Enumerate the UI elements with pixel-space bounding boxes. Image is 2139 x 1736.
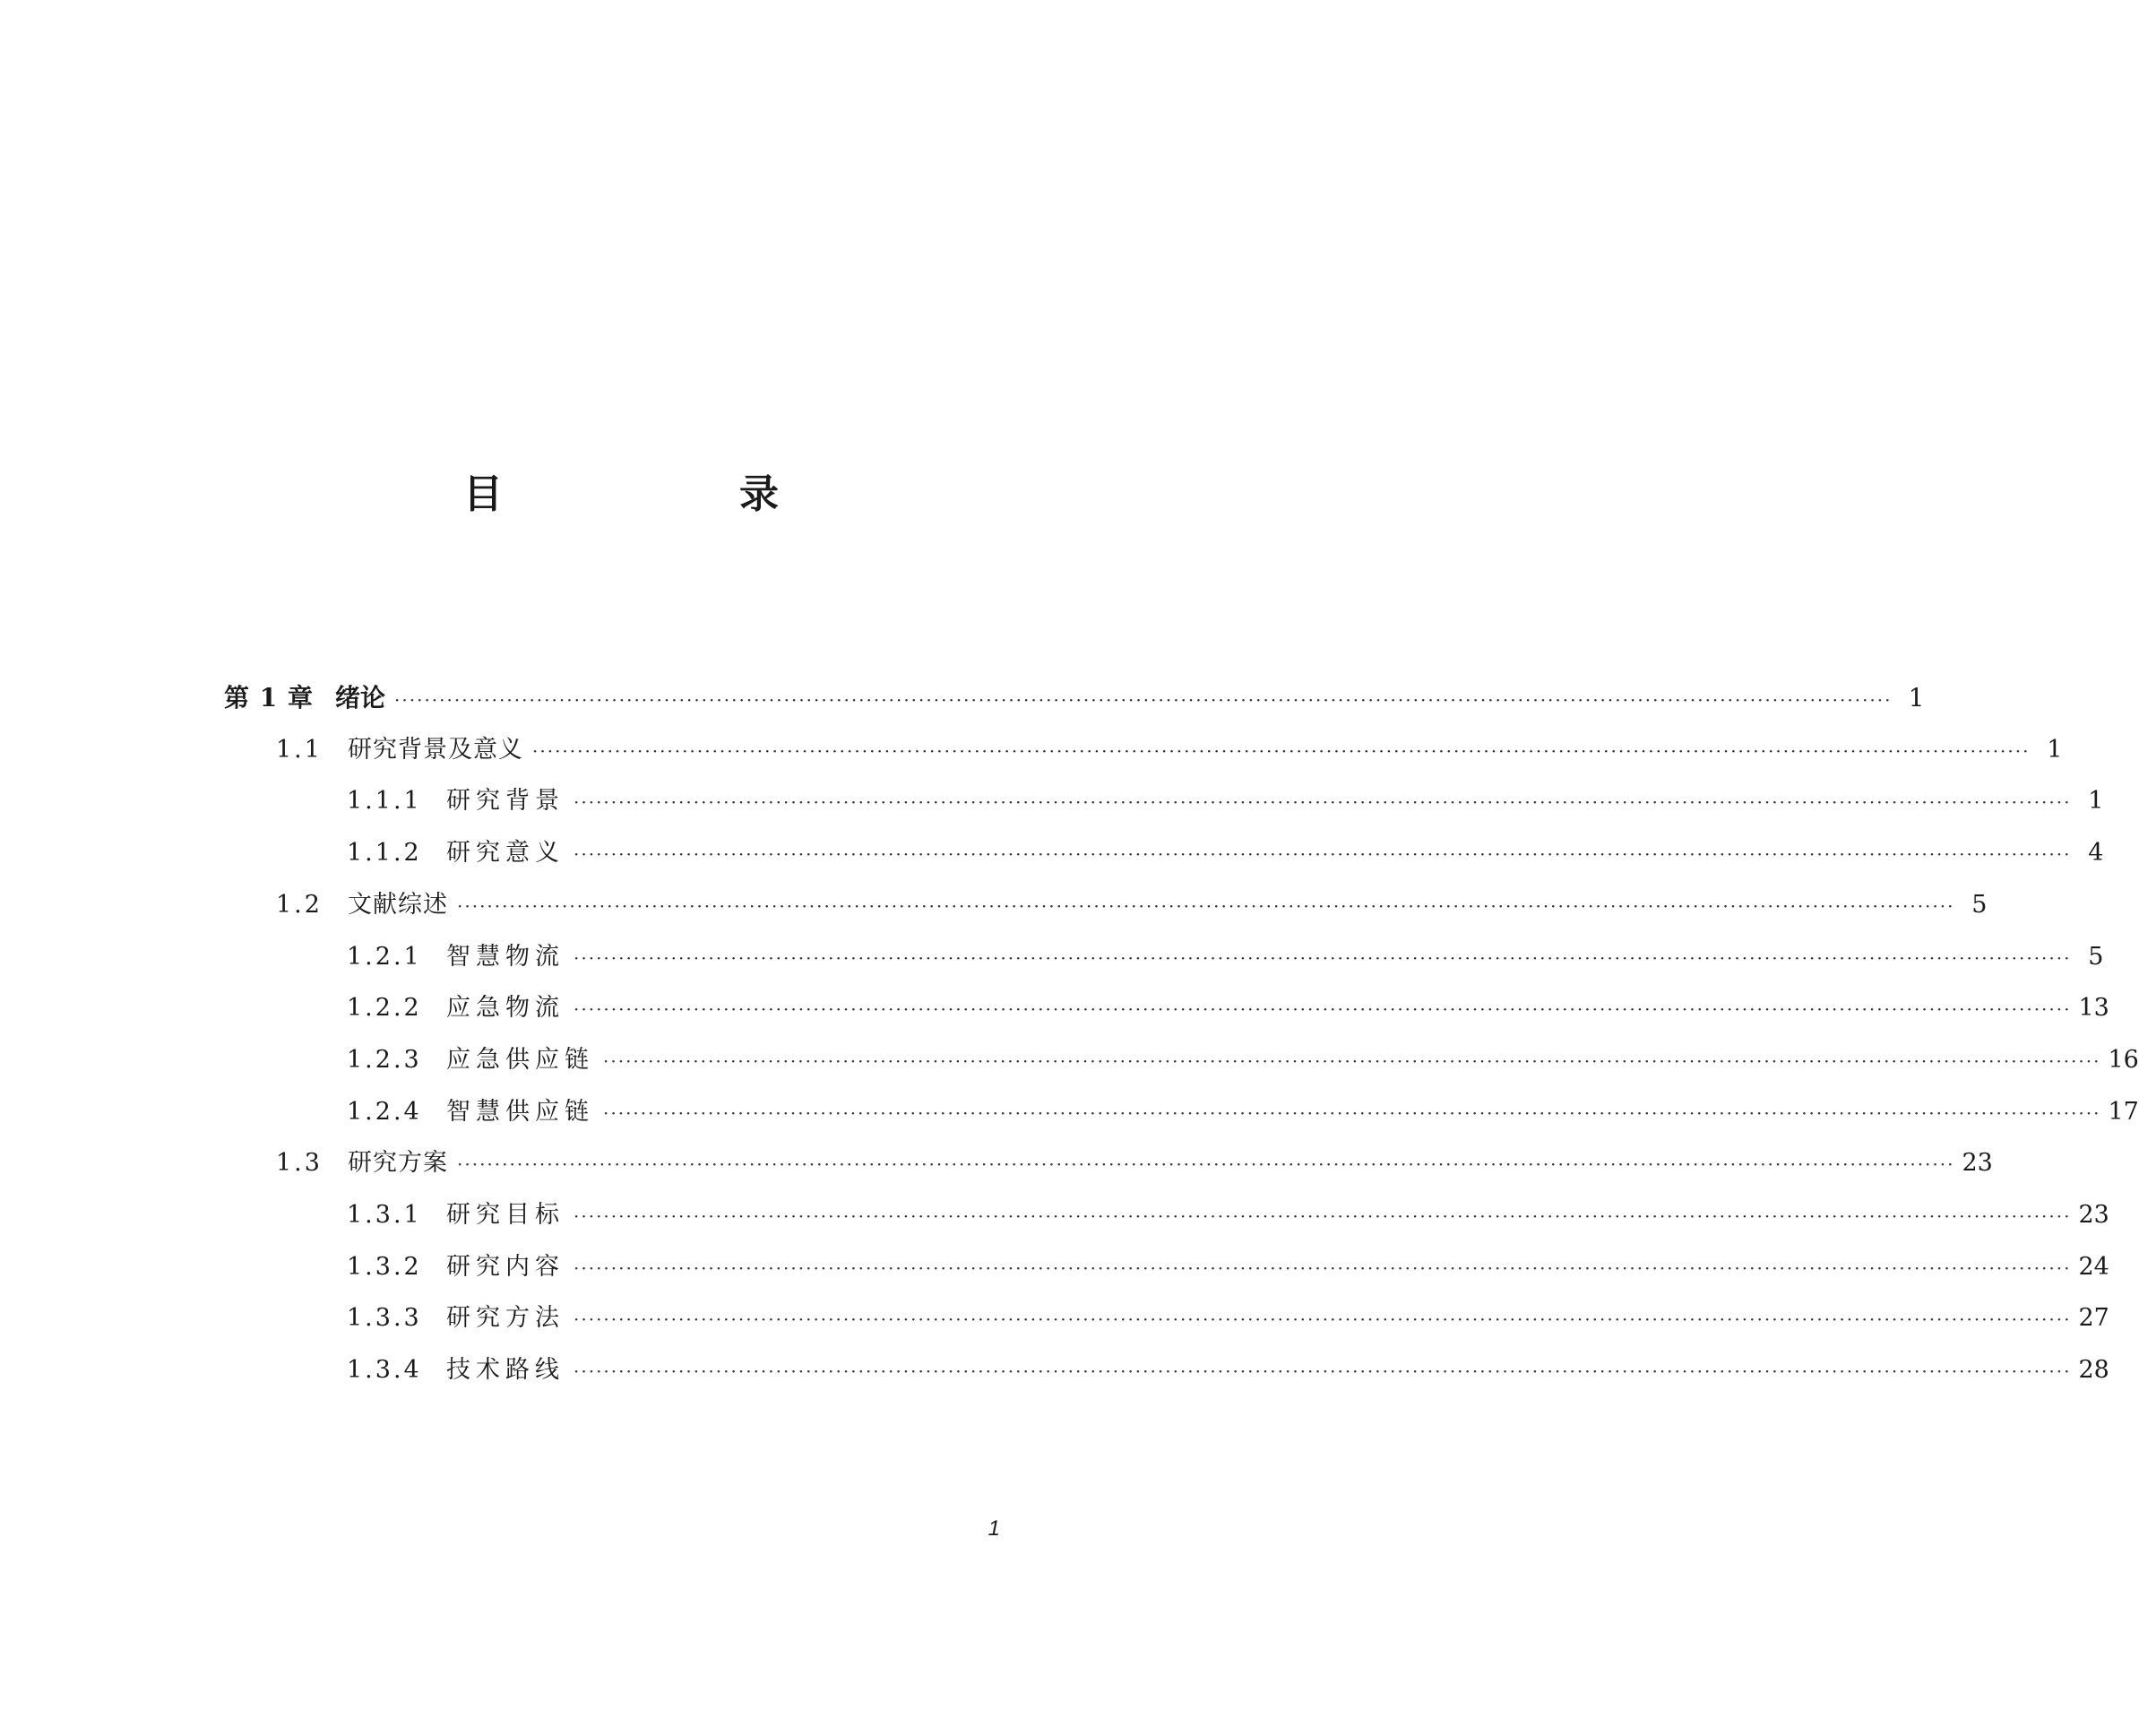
toc-entry-number: 1.1 (276, 736, 323, 764)
toc-dot-leader: ········································································································································································································ (574, 843, 2072, 865)
toc-dot-leader: ········································································································································································································ (603, 1050, 2101, 1072)
toc-entry[interactable] (347, 990, 2109, 1026)
toc-entry-page: 27 (2078, 1304, 2109, 1332)
toc-dot-leader: ········································································································································································································ (603, 1102, 2101, 1124)
toc-entry-page: 1 (1908, 683, 1925, 713)
toc-dot-leader: ········································································································································································································ (457, 895, 1955, 917)
toc-entry-page: 1 (2047, 736, 2063, 764)
toc-dot-leader: ········································································································································································································ (574, 998, 2072, 1020)
toc-entry-page: 17 (2108, 1098, 2139, 1126)
toc-dot-leader: ········································································································································································································ (394, 689, 1893, 711)
toc-dot-leader: ········································································································································································································ (574, 1205, 2072, 1227)
toc-entry-title: 研究方法 (446, 1304, 565, 1332)
toc-entry-page: 5 (1971, 891, 1988, 919)
toc-entry-number: 1.1.2 (347, 839, 422, 867)
toc-entry-number: 1.2.3 (347, 1046, 422, 1074)
page-number: 1 (988, 1516, 1000, 1541)
toc-entry-page: 28 (2078, 1356, 2109, 1384)
toc-dot-leader: ········································································································································································································ (574, 791, 2072, 813)
toc-entry-number: 1.2.1 (347, 943, 422, 971)
toc-entry-page: 5 (2088, 943, 2104, 971)
toc-entry-number: 1.3.2 (347, 1253, 422, 1281)
toc-entry-title: 研究内容 (446, 1253, 565, 1281)
toc-entry-title: 技术路线 (446, 1356, 565, 1384)
toc-entry[interactable] (347, 835, 2104, 871)
toc-entry-title: 应急物流 (446, 994, 565, 1022)
toc-entry[interactable] (347, 1300, 2109, 1336)
toc-entry-title: 智慧供应链 (446, 1098, 594, 1126)
toc-entry[interactable] (347, 1352, 2109, 1388)
toc-entry-number: 1.3.1 (347, 1201, 422, 1229)
toc-entry-page: 13 (2078, 994, 2109, 1022)
toc-entry-page: 1 (2088, 787, 2104, 815)
toc-entry-title: 文献综述 (348, 891, 448, 919)
toc-entry-page: 24 (2078, 1253, 2109, 1281)
toc-entry-title: 智慧物流 (446, 943, 565, 971)
toc-entry[interactable] (276, 887, 1988, 923)
toc-entry-title: 研究背景 (446, 787, 565, 815)
toc-entry[interactable] (224, 680, 1925, 716)
toc-entry-page: 4 (2088, 839, 2104, 867)
toc-dot-leader: ········································································································································································································ (457, 1153, 1955, 1175)
toc-entry[interactable] (347, 1042, 2139, 1078)
toc-entry[interactable] (347, 783, 2104, 819)
toc-entry-number: 1.2.2 (347, 994, 422, 1022)
toc-entry-page: 23 (1962, 1149, 1993, 1177)
toc-dot-leader: ········································································································································································································ (574, 947, 2072, 969)
toc-entry-title: 应急供应链 (446, 1046, 594, 1074)
toc-title: 目 录 (463, 471, 877, 517)
toc-entry[interactable] (347, 1094, 2139, 1130)
toc-entry-title: 研究意义 (446, 839, 565, 867)
toc-dot-leader: ········································································································································································································ (574, 1257, 2072, 1279)
toc-entry-number: 1.2 (276, 891, 323, 919)
toc-entry[interactable] (276, 1145, 1993, 1181)
toc-entry-title: 研究背景及意义 (348, 736, 523, 764)
toc-entry[interactable] (347, 939, 2104, 975)
toc-entry-title: 研究方案 (348, 1149, 448, 1177)
toc-entry-page: 23 (2078, 1201, 2109, 1229)
toc-entry-title: 绪论 (335, 683, 386, 713)
toc-dot-leader: ········································································································································································································ (574, 1360, 2072, 1382)
toc-entry[interactable] (276, 732, 2063, 768)
toc-entry[interactable] (347, 1197, 2109, 1233)
toc-entry-page: 16 (2108, 1046, 2139, 1074)
toc-dot-leader: ········································································································································································································ (532, 740, 2031, 762)
toc-entry-number: 1.1.1 (347, 787, 422, 815)
toc-entry-number: 1.3.4 (347, 1356, 422, 1384)
toc-entry-number: 1.2.4 (347, 1098, 422, 1126)
toc-entry-title: 研究目标 (446, 1201, 565, 1229)
toc-dot-leader: ········································································································································································································ (574, 1308, 2072, 1330)
toc-entry-number: 1.3 (276, 1149, 323, 1177)
toc-entry-number: 第 1 章 (224, 683, 314, 713)
toc-entry[interactable] (347, 1249, 2109, 1285)
toc-entry-number: 1.3.3 (347, 1304, 422, 1332)
